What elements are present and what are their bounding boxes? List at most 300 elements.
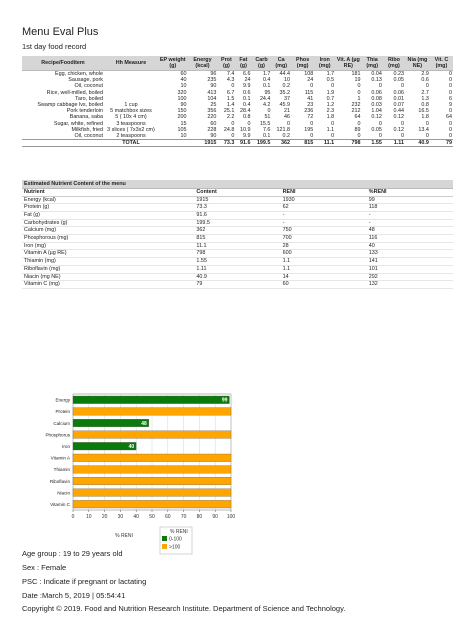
table-row — [22, 242, 453, 250]
table-cell: 7.4 — [226, 71, 235, 77]
legend-label: >100 — [169, 544, 181, 551]
table-cell: 7.6 — [262, 126, 271, 133]
table-cell: 14 — [281, 273, 367, 281]
table-cell: 133 — [367, 250, 453, 258]
table-cell: 108 — [304, 71, 314, 77]
table-cell: Taro, boiled — [75, 95, 103, 102]
table-cell: 2 teaspoons — [116, 133, 146, 140]
table-cell: 2.3 — [326, 108, 335, 115]
table-cell: 62 — [281, 204, 367, 212]
table-cell: 28.4 — [240, 108, 251, 115]
bar-data-label: 99 — [221, 397, 228, 404]
y-category-label: Phosphorus — [45, 432, 70, 438]
table-cell: - — [281, 211, 367, 219]
food-col-header: Hh Measure — [104, 56, 158, 71]
table-cell: 292 — [367, 273, 453, 281]
table-cell: 0 — [401, 133, 405, 140]
table-cell: 0 — [425, 83, 429, 90]
food-record-table — [22, 56, 453, 147]
bar-vitamin-c — [73, 500, 231, 508]
table-cell: 236 — [304, 108, 314, 115]
table-cell: Swamp cabbage lvs, boiled — [37, 102, 103, 109]
table-cell: 19 — [354, 77, 361, 84]
table-cell: 89 — [354, 126, 361, 133]
x-tick-label: 0 — [71, 514, 75, 520]
table-cell: - — [367, 219, 453, 227]
food-col-header: EP weight (g) — [159, 57, 186, 69]
table-cell: 64 — [446, 114, 452, 121]
bar-vitamin-a — [73, 454, 231, 462]
table-cell: 1.4 — [226, 102, 235, 109]
legend-label: 0-100 — [169, 536, 182, 543]
table-cell: 40 — [180, 77, 187, 84]
table-cell: 0 — [425, 120, 429, 127]
table-cell: 0.06 — [393, 89, 405, 96]
nutrient-table-body — [22, 196, 453, 288]
table-cell: 60 — [210, 120, 217, 127]
bar-riboflavin — [73, 477, 231, 485]
food-col-header: Carb (g) — [252, 56, 272, 71]
table-cell: Vitamin C (mg) — [22, 281, 194, 289]
table-cell: 1.2 — [326, 102, 335, 109]
table-cell: Egg, chicken, whole — [55, 71, 103, 77]
table-cell: 212 — [351, 108, 361, 115]
table-cell: 4.2 — [262, 102, 271, 109]
table-cell: 0.13 — [371, 77, 382, 84]
table-cell: 232 — [351, 102, 361, 109]
table-cell: 0.1 — [243, 95, 251, 102]
table-cell: 51 — [264, 114, 271, 121]
x-tick-label: 70 — [180, 514, 187, 520]
nutrient-section-title: Estimated Nutrient Content of the menu — [22, 180, 453, 189]
table-cell: 0 — [401, 120, 405, 127]
table-cell: 150 — [177, 108, 187, 115]
y-category-label: Iron — [62, 444, 70, 449]
table-cell: 1930 — [281, 196, 367, 204]
table-row — [22, 219, 453, 227]
nutrient-content-section — [22, 180, 453, 289]
food-col-header: Prot (g) — [217, 56, 235, 71]
table-cell: 0.4 — [243, 102, 251, 109]
y-category-label: Protein — [55, 409, 70, 415]
table-cell: 4.3 — [226, 77, 235, 84]
table-cell: 0.44 — [393, 108, 405, 115]
table-cell: 10 — [180, 83, 187, 90]
table-cell: 199.5 — [194, 219, 280, 227]
table-cell: 73.3 — [194, 204, 280, 212]
table-cell: 10 — [283, 77, 290, 84]
table-cell: 96 — [210, 71, 217, 77]
table-cell: 60 — [180, 71, 187, 77]
table-cell: Banana, saba — [69, 114, 103, 121]
table-cell: 0.23 — [393, 71, 405, 77]
table-cell: 0 — [449, 126, 452, 133]
table-row — [22, 265, 453, 273]
table-cell: 101 — [367, 265, 453, 273]
table-cell: 320 — [177, 89, 187, 96]
table-cell: 90 — [210, 83, 217, 90]
table-cell: 0 — [449, 89, 452, 96]
table-cell: 5 ( 10x 4 cm) — [115, 114, 147, 121]
table-cell: 228 — [207, 126, 217, 133]
table-cell: 0 — [310, 133, 314, 140]
table-cell: 0 — [357, 120, 361, 127]
table-row — [22, 273, 453, 281]
table-cell: 10 — [180, 133, 187, 140]
bar-calcium — [73, 419, 149, 427]
bar-thiamin — [73, 466, 231, 474]
table-cell: 0 — [449, 120, 452, 127]
table-cell: - — [281, 219, 367, 227]
table-cell: Rice, well-milled, boiled — [46, 89, 103, 96]
table-cell: 195 — [304, 126, 314, 133]
table-cell: 815 — [194, 235, 280, 243]
sex-text: Sex : Female — [22, 563, 67, 572]
x-tick-label: 60 — [165, 514, 171, 520]
table-cell: 0 — [449, 83, 452, 90]
table-cell: 13.4 — [418, 126, 429, 133]
table-row — [22, 211, 453, 219]
table-cell: 0 — [231, 133, 235, 140]
table-cell — [22, 140, 104, 147]
table-cell: 48 — [367, 227, 453, 235]
total-row — [22, 140, 453, 147]
table-cell: 115 — [304, 89, 314, 96]
table-cell: 6 — [449, 95, 452, 102]
y-category-label: Energy — [55, 397, 70, 403]
table-cell: 1.8 — [421, 114, 429, 121]
nutrient-content-table — [22, 189, 453, 289]
table-cell: 44.4 — [279, 71, 290, 77]
food-col-header: Nia (mg NE) — [405, 56, 430, 71]
x-tick-label: 100 — [226, 514, 236, 520]
table-cell: 815 — [291, 140, 314, 147]
table-cell: 0 — [247, 120, 251, 127]
table-cell: 116 — [367, 235, 453, 243]
table-cell: 1 cup — [124, 102, 138, 109]
food-col-header: Vit. C (mg) — [430, 56, 453, 71]
bar-niacin — [73, 489, 231, 497]
food-col-header: Recipe/Fooditem — [22, 56, 104, 71]
table-cell: 1.7 — [262, 71, 271, 77]
table-cell: 91.6 — [235, 140, 251, 147]
bar-protein — [73, 408, 231, 416]
table-cell: 2.9 — [421, 71, 429, 77]
table-cell: 21 — [283, 108, 290, 115]
table-cell: 362 — [194, 227, 280, 235]
table-cell: 0.12 — [393, 114, 405, 121]
table-cell: 0 — [357, 133, 361, 140]
table-cell: 0.6 — [243, 89, 251, 96]
x-tick-label: 50 — [149, 514, 155, 520]
table-cell: 104 — [207, 95, 217, 102]
table-cell: 24 — [244, 77, 251, 84]
table-cell: 0.8 — [421, 102, 429, 109]
table-cell: 1.04 — [371, 108, 382, 115]
table-cell: 16.5 — [418, 108, 429, 115]
food-col-header: Ribo (mg) — [383, 56, 405, 71]
table-cell: 0.6 — [421, 77, 429, 84]
table-row — [22, 250, 453, 258]
bar-energy — [73, 396, 229, 404]
table-cell: Carbohydrates (g) — [22, 219, 194, 227]
table-cell: 0.2 — [282, 133, 290, 140]
table-cell: 24.4 — [259, 95, 271, 102]
age-group-text: Age group : 19 to 29 years old — [22, 549, 123, 558]
table-cell: 0 — [357, 89, 361, 96]
bar-data-label: 48 — [141, 420, 147, 427]
table-row — [22, 227, 453, 235]
table-cell: 200 — [177, 114, 187, 121]
x-tick-label: 80 — [196, 514, 203, 520]
table-cell: 46 — [283, 114, 290, 121]
food-table-header-row — [22, 56, 453, 71]
table-cell: 41 — [307, 95, 314, 102]
table-cell: Iron (mg) — [22, 242, 194, 250]
table-cell: TOTAL — [104, 140, 158, 147]
table-cell: 798 — [194, 250, 280, 258]
psc-text: PSC : Indicate if pregnant or lactating — [22, 577, 147, 586]
table-cell: 10.9 — [240, 126, 251, 133]
table-cell: 72 — [307, 114, 314, 121]
bar-data-label: 40 — [128, 444, 135, 451]
table-cell: 25.1 — [223, 108, 235, 115]
table-cell: 25 — [210, 102, 217, 109]
table-cell: 600 — [281, 250, 367, 258]
table-cell: 40.9 — [405, 140, 430, 147]
y-category-label: Thiamin — [53, 467, 70, 473]
table-cell: 235 — [207, 77, 217, 84]
table-cell: 0 — [401, 83, 405, 90]
table-cell: 0.1 — [262, 83, 271, 90]
table-cell: 99 — [367, 196, 453, 204]
table-cell: 0.03 — [371, 102, 382, 109]
table-cell: 6.6 — [243, 71, 251, 77]
y-category-label: Riboflavin — [49, 478, 70, 484]
table-cell: Oil, coconut — [74, 133, 103, 140]
table-cell: 73.3 — [217, 140, 235, 147]
table-cell: Calcium (mg) — [22, 227, 194, 235]
table-cell: 64 — [354, 114, 361, 121]
table-cell: 105 — [177, 126, 187, 133]
nutrient-col-header: Nutrient — [22, 189, 194, 196]
table-cell: 9.9 — [243, 133, 251, 140]
table-cell: Milkfish, fried — [71, 126, 103, 133]
table-cell: 700 — [281, 235, 367, 243]
table-cell: 0 — [449, 133, 452, 140]
table-cell: 0.4 — [262, 77, 271, 84]
nutrient-col-header: Content — [194, 189, 280, 196]
table-row — [22, 258, 453, 266]
food-col-header: Fat (g) — [235, 56, 251, 71]
table-cell: 121.8 — [276, 126, 290, 133]
table-cell: 0 — [357, 83, 361, 90]
table-cell: 1.8 — [326, 114, 335, 121]
table-cell: 1.5 — [226, 95, 235, 102]
table-cell: Phosphorous (mg) — [22, 235, 194, 243]
table-cell: 0 — [449, 108, 452, 115]
table-row — [22, 196, 453, 204]
table-cell: 1.11 — [194, 265, 280, 273]
table-cell: 0.12 — [393, 126, 405, 133]
food-col-header: Vit. A (µg RE) — [336, 57, 360, 69]
table-cell: Thiamin (mg) — [22, 258, 194, 266]
table-cell: 750 — [281, 227, 367, 235]
table-cell: 1.1 — [281, 265, 367, 273]
table-cell: 2.7 — [421, 89, 429, 96]
table-cell: 1.1 — [281, 258, 367, 266]
x-tick-label: 10 — [86, 514, 92, 520]
table-cell: 95 — [264, 89, 271, 96]
y-category-label: Vitamin A — [50, 455, 70, 461]
table-row — [22, 133, 453, 140]
page-title: Menu Eval Plus — [22, 26, 99, 38]
table-cell: Fat (g) — [22, 211, 194, 219]
table-cell: 11.1 — [314, 140, 335, 147]
table-cell — [104, 71, 158, 78]
table-cell: 23 — [307, 102, 314, 109]
table-cell: - — [367, 211, 453, 219]
table-cell: 1915 — [194, 196, 280, 204]
table-cell: Energy (kcal) — [22, 196, 194, 204]
table-cell: 0.8 — [243, 114, 251, 121]
table-row — [22, 281, 453, 289]
table-cell: 356 — [207, 108, 217, 115]
table-cell: 5 matchbox sizes — [110, 108, 152, 115]
table-cell: 0 — [331, 120, 335, 127]
table-cell: 35.2 — [279, 89, 290, 96]
food-col-header: Phos (mg) — [291, 56, 314, 71]
table-cell: 6.7 — [226, 89, 235, 96]
table-cell: 90 — [210, 133, 217, 140]
table-cell: 3 slices ( 7x3x2 cm) — [107, 126, 155, 133]
table-cell: 798 — [335, 140, 361, 147]
table-cell: Pork tenderloin — [66, 108, 103, 115]
table-cell: 0.06 — [371, 89, 382, 96]
table-cell: 0 — [310, 120, 314, 127]
table-cell: 0.1 — [262, 133, 271, 140]
table-cell: 1.7 — [326, 71, 335, 77]
table-cell: 0 — [449, 77, 452, 84]
table-cell: 220 — [207, 114, 217, 121]
table-cell — [158, 140, 188, 147]
table-cell: 45.9 — [279, 102, 290, 109]
table-cell: 1.11 — [383, 140, 405, 147]
food-col-header: Energy (kcal) — [188, 56, 218, 71]
y-category-label: Calcium — [53, 420, 70, 426]
table-cell: 1 — [357, 95, 361, 102]
y-category-label: Vitamin C — [50, 502, 70, 507]
table-cell: 0 — [425, 133, 429, 140]
y-category-label: Niacin — [57, 490, 70, 496]
table-cell: Sugar, white, refined — [53, 120, 103, 127]
table-cell: 0 — [331, 83, 335, 90]
table-cell: 91.6 — [194, 211, 280, 219]
nutrient-col-header: RENI — [281, 189, 367, 196]
table-cell: 118 — [367, 204, 453, 212]
table-cell: 0 — [331, 133, 335, 140]
table-cell: 24 — [307, 77, 314, 84]
page-subtitle: 1st day food record — [22, 42, 87, 51]
table-cell: 28 — [281, 242, 367, 250]
x-tick-label: 40 — [133, 514, 139, 520]
table-cell: 79 — [194, 281, 280, 289]
date-text: Date :March 5, 2019 | 05:54:41 — [22, 591, 126, 600]
table-cell: Vitamin A (µg RE) — [22, 250, 194, 258]
legend-swatch — [162, 544, 167, 549]
table-cell: 0 — [231, 83, 235, 90]
table-cell: 1.55 — [362, 140, 383, 147]
table-cell: 40 — [367, 242, 453, 250]
table-cell: 0.2 — [282, 83, 290, 90]
table-cell: 199.5 — [252, 140, 272, 147]
table-cell: 181 — [351, 71, 361, 77]
table-cell: 9 — [449, 102, 452, 109]
nutrient-table-header-row — [22, 189, 453, 196]
reni-bar-chart — [20, 390, 260, 560]
legend-swatch — [162, 536, 167, 541]
food-col-header: Iron (mg) — [314, 56, 335, 71]
table-row — [22, 204, 453, 212]
table-cell: 90 — [180, 102, 187, 109]
table-cell: 24.8 — [223, 126, 235, 133]
table-cell: 1.1 — [326, 126, 335, 133]
x-tick-label: 90 — [212, 514, 218, 520]
table-row — [22, 71, 453, 78]
table-cell: 1.3 — [421, 95, 429, 102]
table-cell: 1915 — [188, 140, 218, 147]
table-cell: 413 — [207, 89, 217, 96]
table-cell: 0.5 — [326, 77, 335, 84]
table-cell: 60 — [281, 281, 367, 289]
table-cell: Sausage, pork — [68, 77, 103, 84]
table-cell: 1.9 — [326, 89, 335, 96]
table-cell: Protein (g) — [22, 204, 194, 212]
table-cell: 0 — [267, 108, 271, 115]
bar-iron — [73, 442, 136, 450]
x-tick-label: 30 — [117, 514, 124, 520]
table-cell: 0.07 — [393, 102, 405, 109]
table-cell: 0.04 — [371, 71, 382, 77]
table-cell: 362 — [271, 140, 291, 147]
table-cell: 0.05 — [371, 126, 382, 133]
table-cell: 15.5 — [259, 120, 271, 127]
table-cell: 2.2 — [226, 114, 235, 121]
food-col-header: Thia (mg) — [362, 56, 383, 71]
table-cell: Riboflavin (mg) — [22, 265, 194, 273]
table-cell: 1.55 — [194, 258, 280, 266]
bar-phosphorus — [73, 431, 231, 439]
table-cell: 0 — [310, 83, 314, 90]
table-cell: 40.9 — [194, 273, 280, 281]
copyright-text: Copyright © 2019. Food and Nutrition Research Institute. Department of Science and Technology. — [22, 604, 346, 613]
table-cell: 0 — [378, 120, 382, 127]
table-row — [22, 235, 453, 243]
table-cell: 0 — [231, 120, 235, 127]
table-cell: 0.12 — [371, 114, 382, 121]
table-cell: Niacin (mg NE) — [22, 273, 194, 281]
nutrient-col-header: %RENI — [367, 189, 453, 196]
legend-title: % RENI — [170, 529, 188, 535]
table-cell: 9.9 — [243, 83, 251, 90]
table-cell: 3 teaspoons — [116, 120, 146, 127]
x-axis-title: % RENI — [115, 533, 133, 539]
food-col-header: Ca (mg) — [271, 56, 291, 71]
table-cell: 37 — [283, 95, 290, 102]
table-cell: Oil, coconut — [74, 83, 103, 90]
table-cell: 0.08 — [371, 95, 382, 102]
table-cell: 100 — [177, 95, 187, 102]
